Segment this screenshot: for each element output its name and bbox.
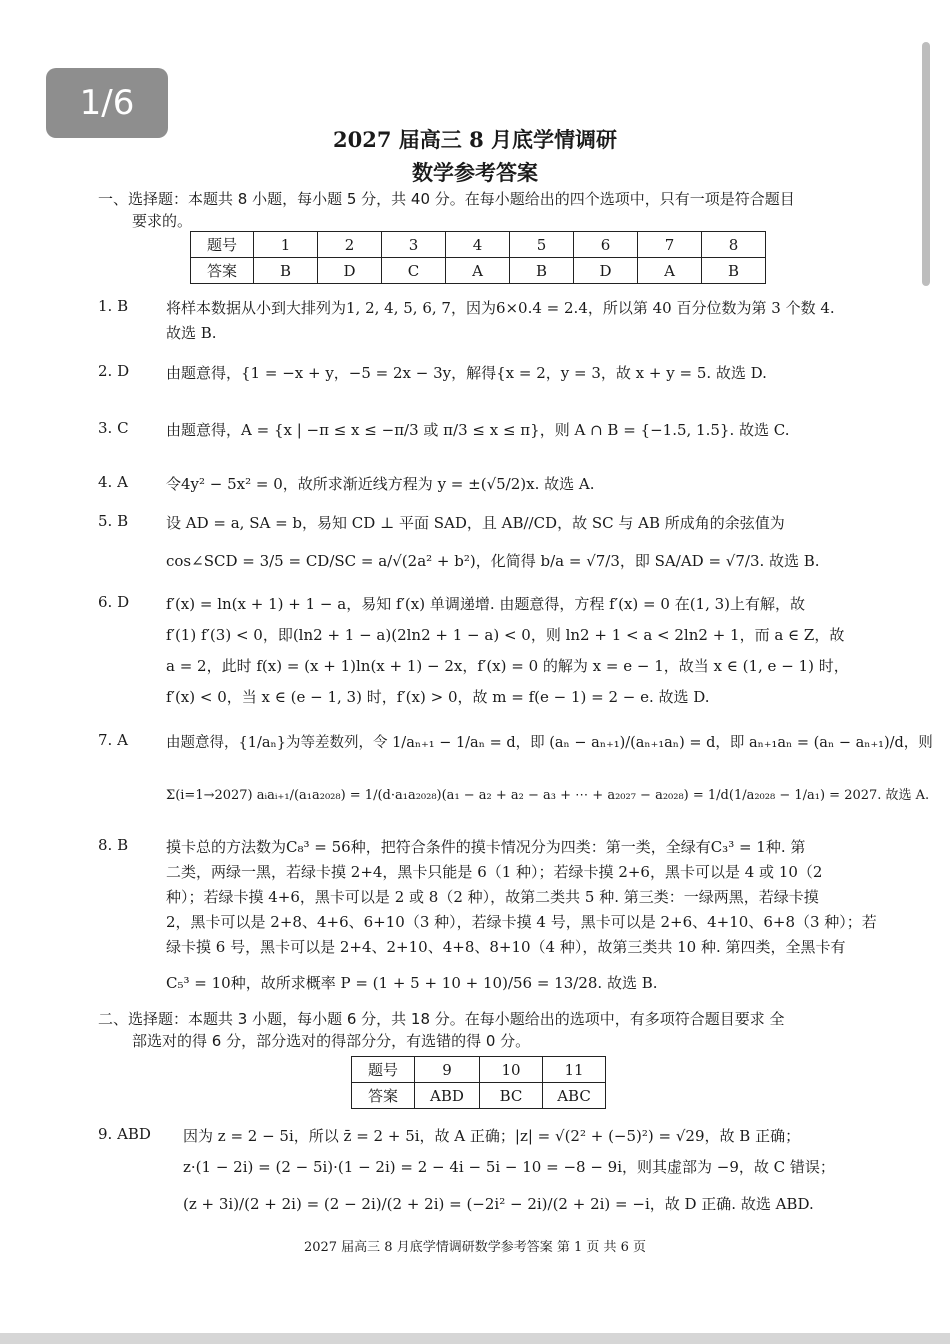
table-cell: 答案 (191, 258, 254, 284)
page-indicator-badge: 1/6 (46, 68, 168, 138)
question-number-6: 6. D (98, 593, 130, 611)
bottom-scroll-track (0, 1333, 950, 1344)
table-cell: 7 (638, 232, 702, 258)
table-row (352, 1057, 606, 1083)
q9-solution-line2: z·(1 − 2i) = (2 − 5i)·(1 − 2i) = 2 − 4i − 5i − 10 = −8 − 9i，则其虚部为 −9，故 C 错误； (183, 1158, 835, 1176)
table-row (352, 1083, 606, 1109)
table-cell: BC (480, 1083, 543, 1109)
q6-solution-line1: f′(x) = ln(x + 1) + 1 − a，易知 f′(x) 单调递增. 由题意得，方程 f′(x) = 0 在(1, 3)上有解，故 (166, 595, 806, 613)
table-cell: A (638, 258, 702, 284)
table-cell: B (702, 258, 766, 284)
q8-solution-line6: C₅³ = 10种，故所求概率 P = (1 + 5 + 10 + 10)/56 = 13/28. 故选 B. (166, 974, 658, 992)
q6-solution-line2: f′(1) f′(3) < 0，即(ln2 + 1 − a)(2ln2 + 1 − a) < 0，则 ln2 + 1 < a < 2ln2 + 1，而 a ∈ Z，故 (166, 626, 845, 644)
q8-solution-line1: 摸卡总的方法数为C₈³ = 56种，把符合条件的摸卡情况分为四类：第一类，全绿有C₃³ = 1种. 第 (166, 838, 806, 856)
question-number-1: 1. B (98, 297, 129, 315)
question-number-4: 4. A (98, 473, 128, 491)
q8-solution-line2: 二类，两绿一黑，若绿卡摸 2+4，黑卡只能是 6（1 种）；若绿卡摸 2+6，黑卡可以是 4 或 10（2 (166, 863, 823, 881)
table-cell: 5 (510, 232, 574, 258)
q7-solution-line1: 由题意得，{1/aₙ}为等差数列，令 1/aₙ₊₁ − 1/aₙ = d，即 (aₙ − aₙ₊₁)/(aₙ₊₁aₙ) = d，即 aₙ₊₁aₙ = (aₙ − aₙ₊₁)/d，则 (166, 735, 933, 751)
q8-solution-line5: 绿卡摸 6 号，黑卡可以是 2+4、2+10、4+8、8+10（4 种），故第三类共 10 种. 第四类，全黑卡有 (166, 938, 846, 956)
section2-heading-line1: 二、选择题：本题共 3 小题，每小题 6 分，共 18 分。在每小题给出的选项中，有多项符合题目要求 全 (98, 1010, 785, 1028)
q1-solution-line2: 故选 B. (166, 324, 217, 342)
q3-solution: 由题意得，A = {x | −π ≤ x ≤ −π/3 或 π/3 ≤ x ≤ π}，则 A ∩ B = {−1.5, 1.5}. 故选 C. (166, 421, 790, 439)
table-cell: 1 (254, 232, 318, 258)
q8-solution-line4: 2，黑卡可以是 2+8、4+6、6+10（3 种），若绿卡摸 4 号，黑卡可以是 2+6、4+10、6+8（3 种）；若 (166, 913, 877, 931)
table-cell: 2 (318, 232, 382, 258)
table-cell: 10 (480, 1057, 543, 1083)
section1-heading-line2: 要求的。 (132, 212, 193, 230)
table-row (191, 258, 766, 284)
table-cell: ABD (415, 1083, 480, 1109)
table-cell: D (318, 258, 382, 284)
question-number-9: 9. ABD (98, 1125, 151, 1143)
page-subtitle: 数学参考答案 (412, 160, 538, 185)
table-cell: 4 (446, 232, 510, 258)
q5-solution-line2: cos∠SCD = 3/5 = CD/SC = a/√(2a² + b²)，化简得 b/a = √7/3，即 SA/AD = √7/3. 故选 B. (166, 552, 820, 570)
q9-solution-line1: 因为 z = 2 − 5i，所以 z̄ = 2 + 5i，故 A 正确；|z| = √(2² + (−5)²) = √29，故 B 正确； (183, 1127, 801, 1145)
page-title: 2027 届高三 8 月底学情调研 (333, 127, 617, 152)
q2-solution: 由题意得，{1 = −x + y，−5 = 2x − 3y，解得{x = 2，y = 3，故 x + y = 5. 故选 D. (166, 364, 767, 382)
q9-solution-line3: (z + 3i)/(2 + 2i) = (2 − 2i)/(2 + 2i) = (−2i² − 2i)/(2 + 2i) = −i，故 D 正确. 故选 ABD. (183, 1195, 814, 1213)
table-cell: 答案 (352, 1083, 415, 1109)
table-cell: B (510, 258, 574, 284)
table-cell: D (574, 258, 638, 284)
answer-table-2 (351, 1056, 606, 1109)
question-number-8: 8. B (98, 836, 129, 854)
table-cell: 6 (574, 232, 638, 258)
q5-solution-line1: 设 AD = a, SA = b，易知 CD ⊥ 平面 SAD，且 AB//CD，故 SC 与 AB 所成角的余弦值为 (166, 514, 785, 532)
table-cell: B (254, 258, 318, 284)
table-cell: 题号 (352, 1057, 415, 1083)
q7-solution-line2: Σ(i=1→2027) aᵢaᵢ₊₁/(a₁a₂₀₂₈) = 1/(d·a₁a₂₀₂₈)(a₁ − a₂ + a₂ − a₃ + ⋯ + a₂₀₂₇ − a₂₀₂₈) = 1/d(1/a₂₀₂₈ − 1/a₁) = 2027. 故选 A. (166, 788, 930, 803)
page-footer: 2027 届高三 8 月底学情调研数学参考答案 第 1 页 共 6 页 (303, 1240, 647, 1255)
table-cell: 9 (415, 1057, 480, 1083)
table-cell: 11 (543, 1057, 606, 1083)
section2-heading-line2: 部选对的得 6 分，部分选对的得部分分，有选错的得 0 分。 (132, 1032, 531, 1050)
table-cell: 题号 (191, 232, 254, 258)
table-cell: C (382, 258, 446, 284)
q1-solution-line1: 将样本数据从小到大排列为1, 2, 4, 5, 6, 7，因为6×0.4 = 2.4，所以第 40 百分位数为第 3 个数 4. (166, 299, 835, 317)
q4-solution: 令4y² − 5x² = 0，故所求渐近线方程为 y = ±(√5/2)x. 故选 A. (166, 475, 595, 493)
question-number-7: 7. A (98, 731, 128, 749)
q6-solution-line3: a = 2，此时 f(x) = (x + 1)ln(x + 1) − 2x，f′(x) = 0 的解为 x = e − 1，故当 x ∈ (1, e − 1) 时， (166, 657, 849, 675)
table-cell: 3 (382, 232, 446, 258)
answer-table-1 (190, 231, 766, 284)
q6-solution-line4: f′(x) < 0，当 x ∈ (e − 1, 3) 时，f′(x) > 0，故 m = f(e − 1) = 2 − e. 故选 D. (166, 688, 710, 706)
table-cell: 8 (702, 232, 766, 258)
section2-heading (98, 1008, 858, 1052)
table-cell: A (446, 258, 510, 284)
section1-heading (98, 188, 858, 232)
q8-solution-line3: 种）；若绿卡摸 4+6，黑卡可以是 2 或 8（2 种），故第二类共 5 种. 第三类：一绿两黑，若绿卡摸 (166, 888, 819, 906)
table-row (191, 232, 766, 258)
question-number-2: 2. D (98, 362, 130, 380)
section1-heading-line1: 一、选择题：本题共 8 小题，每小题 5 分，共 40 分。在每小题给出的四个选项中，只有一项是符合题目 (98, 190, 795, 208)
question-number-5: 5. B (98, 512, 129, 530)
question-number-3: 3. C (98, 419, 129, 437)
table-cell: ABC (543, 1083, 606, 1109)
